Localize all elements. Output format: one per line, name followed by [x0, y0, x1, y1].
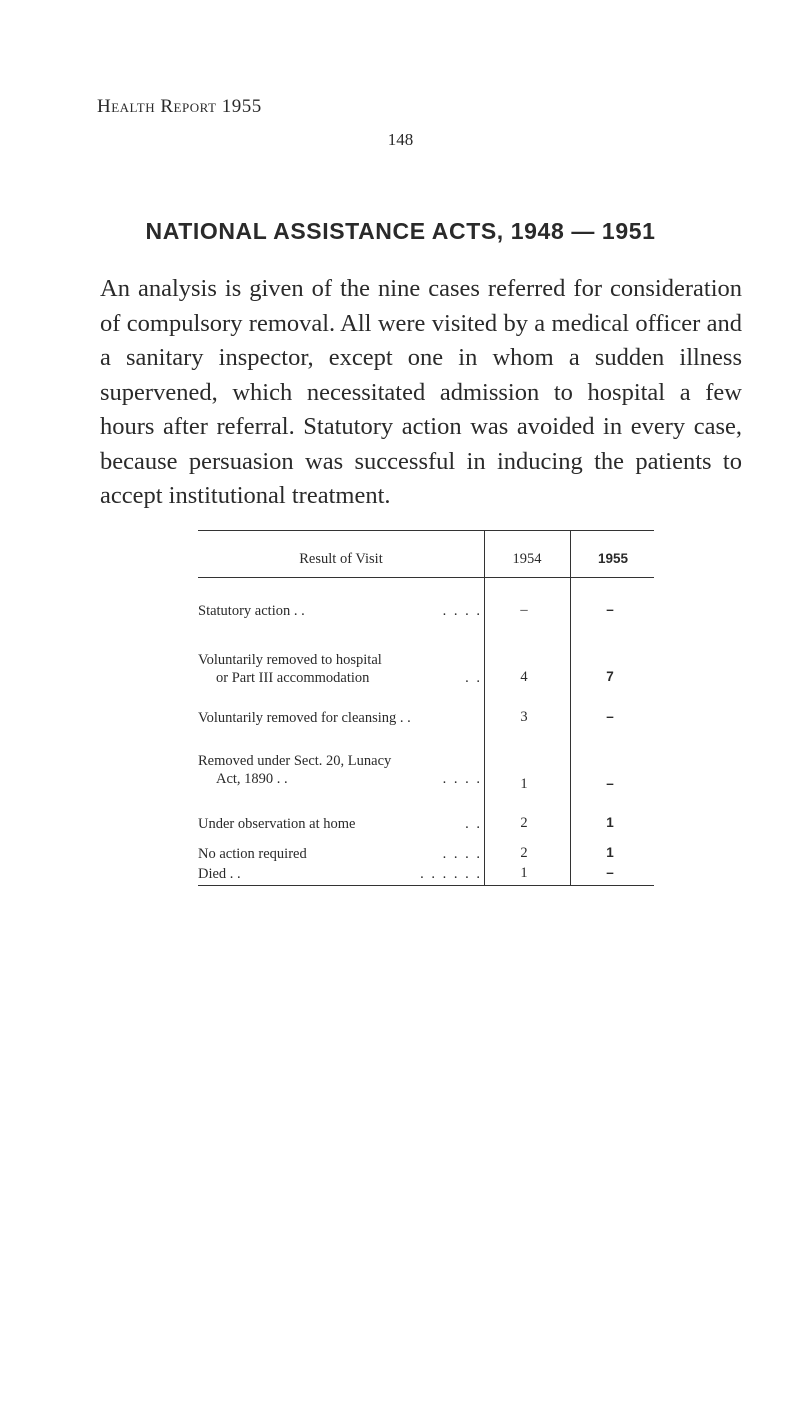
cell-1954: 3	[520, 709, 528, 725]
cell-1955: –	[606, 865, 614, 880]
cell-1955: –	[606, 602, 614, 617]
cell-1955: –	[606, 709, 614, 724]
row-label-text: Under observation at home	[198, 816, 356, 832]
cell-1954: 2	[520, 845, 528, 861]
leader-dots: . . . .	[442, 846, 482, 862]
leader-dots: . . . .	[442, 771, 482, 787]
table-row-label	[198, 845, 484, 863]
table-row-label	[198, 815, 484, 833]
section-heading: NATIONAL ASSISTANCE ACTS, 1948 — 1951	[145, 218, 656, 244]
table-row-label	[198, 651, 484, 687]
row-label-text: Statutory action . .	[198, 603, 305, 619]
row-label-text: No action required	[198, 846, 307, 862]
leader-dots: . . . .	[442, 603, 482, 619]
column-header-1954: 1954	[512, 551, 542, 567]
table-row-label	[198, 752, 484, 788]
cell-1954: 1	[520, 865, 528, 881]
cell-1954: 4	[520, 669, 528, 685]
table-row-label	[198, 709, 484, 727]
leader-dots: . . . . . .	[420, 866, 482, 882]
cell-1955: 1	[606, 815, 614, 830]
row-label-continuation: Act, 1890 . .	[216, 771, 288, 787]
column-header-result: Result of Visit	[299, 551, 383, 567]
row-label-text: Removed under Sect. 20, Lunacy	[198, 753, 392, 769]
cell-1955: 1	[606, 845, 614, 860]
leader-dots: . .	[465, 816, 482, 832]
page-number: 148	[387, 130, 414, 149]
intro-paragraph: An analysis is given of the nine cases referred for consideration of compulsory removal. All were visited by a medical officer and a sanitary inspector, except one in whom a sudden illness supervened, which necessitated admission to hospital a few hours after referral. Statutory action was avoided in every case, because persuasion was successful in inducing the patients to accept institutional treatment.	[100, 275, 742, 509]
column-divider	[570, 531, 571, 885]
cell-1955: 7	[606, 669, 614, 684]
row-label-text: Died . .	[198, 866, 241, 882]
cell-1955: –	[606, 776, 614, 791]
row-label-text: Voluntarily removed to hospital	[198, 652, 382, 668]
row-label-text: Voluntarily removed for cleansing . .	[198, 710, 411, 726]
running-head: Health Report 1955	[97, 96, 262, 117]
header-divider	[198, 577, 654, 578]
table-row-label	[198, 602, 484, 620]
row-label-continuation: or Part III accommodation	[216, 670, 370, 686]
cell-1954: –	[520, 602, 528, 618]
cell-1954: 1	[520, 776, 528, 792]
leader-dots: . .	[465, 670, 482, 686]
table-row-label	[198, 865, 484, 883]
cell-1954: 2	[520, 815, 528, 831]
results-table	[198, 530, 654, 886]
column-header-1955: 1955	[597, 551, 629, 566]
